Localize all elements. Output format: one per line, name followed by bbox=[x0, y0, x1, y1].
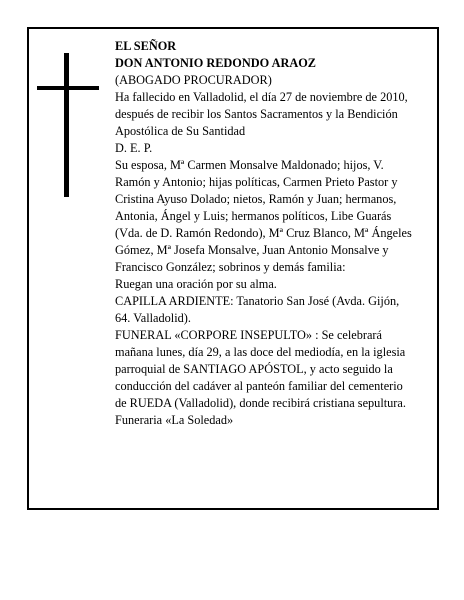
prayer-request: Ruegan una oración por su alma. bbox=[115, 277, 277, 291]
cross-horizontal-bar bbox=[37, 86, 99, 90]
death-announcement: Ha fallecido en Valladolid, el día 27 de noviembre de 2010, después de recibir los Santos Sacramentos y la Bendición Apostólica de Su Santidad bbox=[115, 90, 408, 138]
obituary-text bbox=[115, 38, 415, 429]
rest-in-peace: D. E. P. bbox=[115, 141, 153, 155]
deceased-title: EL SEÑOR bbox=[115, 39, 177, 53]
latin-cross-icon bbox=[37, 53, 99, 197]
family-list: Su esposa, Mª Carmen Monsalve Maldonado; hijos, V. Ramón y Antonio; hijas políticas, Carmen Prieto Pastor y Cristina Ayuso Dolado; nietos, Ramón y Juan; hermanos, Antonia, Ángel y Luis; hermanos políticos, Libe Guarás (Vda. de D. Ramón Redondo), Mª Cruz Blanco, Mª Ángeles Gómez, Mª Josefa Monsalve, Juan Antonio Monsalve y Francisco González; sobrinos y demás familia: bbox=[115, 158, 412, 274]
funeral-info: FUNERAL «CORPORE INSEPULTO» : Se celebrará mañana lunes, día 29, a las doce del mediodía, en la iglesia parroquial de SANTIAGO APÓSTOL, y acto seguido la conducción del cadáver al panteón familiar del cementerio de RUEDA (Valladolid), donde recibirá cristiana sepultura. bbox=[115, 328, 406, 410]
chapel-info: CAPILLA ARDIENTE: Tanatorio San José (Avda. Gijón, 64. Valladolid). bbox=[115, 294, 400, 325]
cross-vertical-bar bbox=[64, 53, 69, 197]
funeral-home: Funeraria «La Soledad» bbox=[115, 413, 234, 427]
deceased-name: DON ANTONIO REDONDO ARAOZ bbox=[115, 56, 316, 70]
deceased-profession: (ABOGADO PROCURADOR) bbox=[115, 73, 272, 87]
